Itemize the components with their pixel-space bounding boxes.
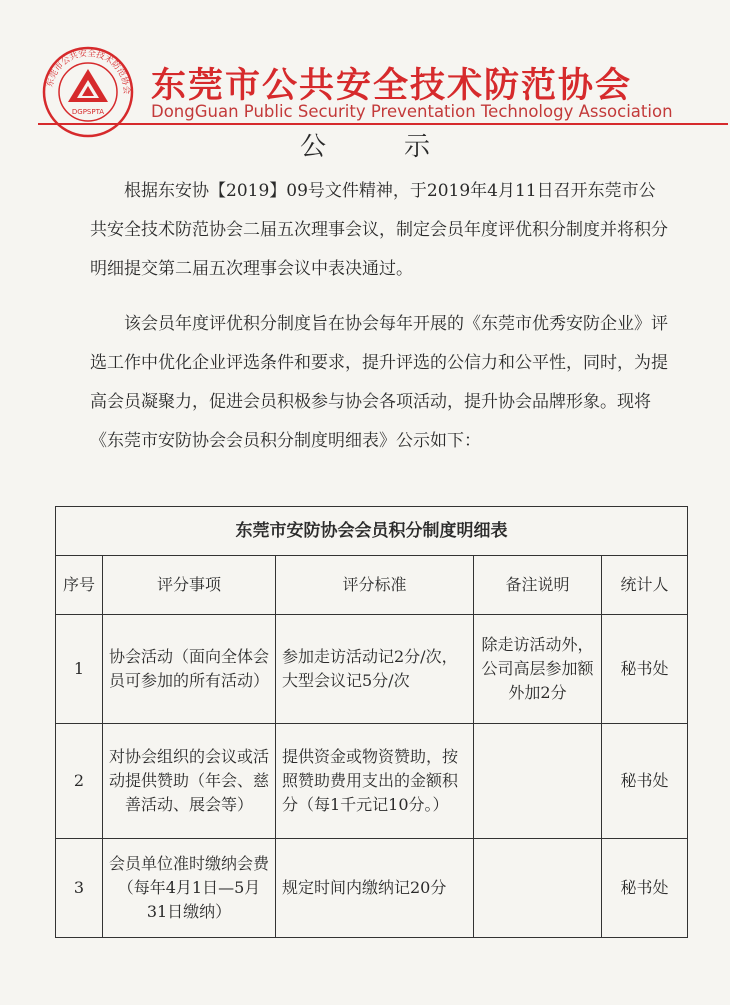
row-standard: 规定时间内缴纳记20分 bbox=[276, 839, 474, 938]
letterhead bbox=[38, 42, 718, 127]
header-divider bbox=[38, 123, 728, 125]
table-header-row bbox=[56, 556, 688, 615]
triangle-emblem-icon bbox=[68, 69, 108, 102]
row-person: 秘书处 bbox=[602, 839, 688, 938]
row-note: 除走访活动外，公司高层参加额外加2分 bbox=[474, 615, 602, 724]
table-caption: 东莞市安防协会会员积分制度明细表 bbox=[56, 507, 688, 556]
header-note: 备注说明 bbox=[474, 556, 602, 615]
row-person: 秘书处 bbox=[602, 724, 688, 839]
paragraph-2: 该会员年度评优积分制度旨在协会每年开展的《东莞市优秀安防企业》评选工作中优化企业评选条件和要求，提升评选的公信力和公平性，同时，为提高会员凝聚力，促进会员积极参与协会各项活动，提升协会品牌形象。现将《东莞市安防协会会员积分制度明细表》公示如下： bbox=[90, 314, 668, 451]
row-no: 1 bbox=[56, 615, 103, 724]
org-name-en: DongGuan Public Security Preventation Technology Association bbox=[151, 102, 673, 121]
row-person: 秘书处 bbox=[602, 615, 688, 724]
table-row bbox=[56, 724, 688, 839]
row-note bbox=[474, 839, 602, 938]
logo-abbr: DGPSPTA bbox=[71, 108, 105, 116]
notice-title: 公 示 bbox=[299, 132, 456, 162]
row-item: 对协会组织的会议或活动提供赞助（年会、慈善活动、展会等） bbox=[103, 724, 276, 839]
row-note bbox=[474, 724, 602, 839]
header-person: 统计人 bbox=[602, 556, 688, 615]
table-row bbox=[56, 839, 688, 938]
logo-ring-text: 东莞市公共安全技术防范协会 bbox=[45, 48, 132, 95]
header-standard: 评分标准 bbox=[276, 556, 474, 615]
row-item: 协会活动（面向全体会员可参加的所有活动） bbox=[103, 615, 276, 724]
row-no: 3 bbox=[56, 839, 103, 938]
org-name-cn: 东莞市公共安全技术防范协会 bbox=[151, 66, 633, 106]
header-no: 序号 bbox=[56, 556, 103, 615]
table-row bbox=[56, 615, 688, 724]
row-item: 会员单位准时缴纳会费（每年4月1日—5月31日缴纳） bbox=[103, 839, 276, 938]
row-standard: 提供资金或物资赞助，按照赞助费用支出的金额积分（每1千元记10分。） bbox=[276, 724, 474, 839]
points-table bbox=[55, 506, 688, 938]
row-no: 2 bbox=[56, 724, 103, 839]
header-item: 评分事项 bbox=[103, 556, 276, 615]
paragraph-1: 根据东安协【2019】09号文件精神，于2019年4月11日召开东莞市公共安全技术防范协会二届五次理事会议，制定会员年度评优积分制度并将积分明细提交第二届五次理事会议中表决通过。 bbox=[90, 181, 668, 279]
row-standard: 参加走访活动记2分/次，大型会议记5分/次 bbox=[276, 615, 474, 724]
